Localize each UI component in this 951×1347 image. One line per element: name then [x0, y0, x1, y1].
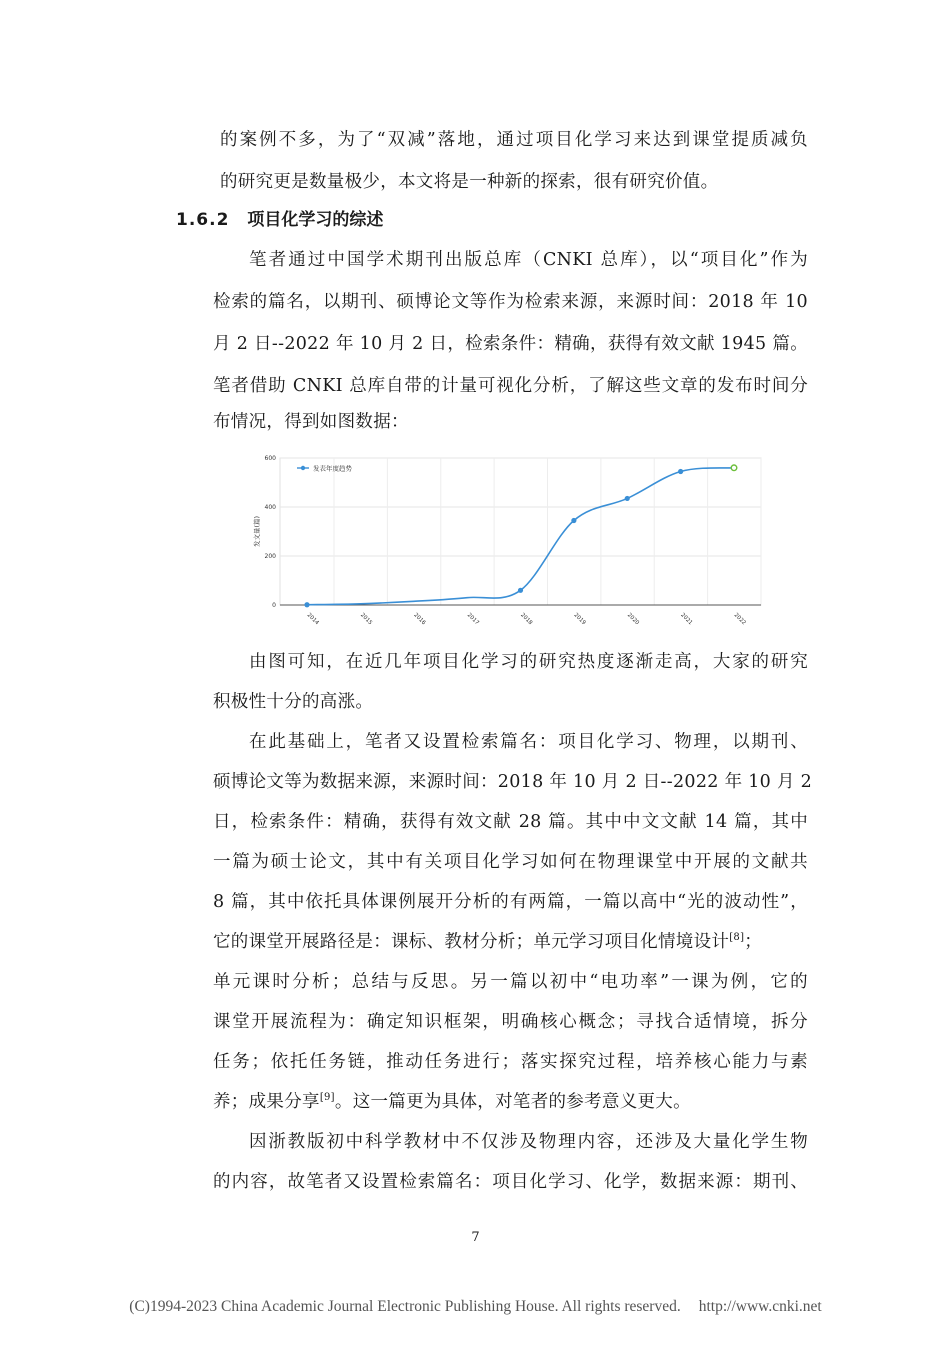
chart-grid [280, 458, 761, 605]
text-line: 8 篇，其中依托具体课例展开分析的有两篇，一篇以高中“光的波动性”， [213, 892, 808, 912]
text-line: 检索的篇名，以期刊、硕博论文等作为检索来源，来源时间：2018 年 10 [213, 292, 808, 312]
publication-trend-chart [245, 445, 775, 630]
data-point [571, 518, 576, 523]
text-line: 笔者通过中国学术期刊出版总库（CNKI 总库），以“项目化”作为 [249, 250, 808, 270]
copyright-text: (C)1994-2023 China Academic Journal Electronic Publishing House. All rights reserved. [129, 1298, 681, 1315]
x-tick-label: 2016 [412, 612, 427, 627]
trend-line [307, 468, 734, 605]
data-point [518, 588, 523, 593]
text-line [213, 1090, 808, 1114]
text-line: 日，检索条件：精确，获得有效文献 28 篇。其中中文文献 14 篇，其中 [213, 812, 808, 832]
y-tick-label: 0 [272, 602, 276, 609]
plot-frame [280, 458, 761, 605]
text-line: 积极性十分的高涨。 [213, 692, 374, 712]
chart-legend [297, 464, 353, 473]
citation: [8] [729, 932, 745, 943]
text-span: 养；成果分享 [213, 1092, 320, 1112]
x-tick-label: 2020 [625, 612, 640, 627]
text-line: 单元课时分析；总结与反思。另一篇以初中“电功率”一课为例，它的 [213, 972, 808, 992]
y-tick-label: 200 [264, 553, 276, 560]
text-line [213, 930, 808, 954]
y-tick-label: 400 [264, 504, 276, 511]
x-tick-label: 2015 [358, 612, 374, 627]
text-line: 因浙教版初中科学教材中不仅涉及物理内容，还涉及大量化学生物 [249, 1132, 808, 1152]
text-span: 它的课堂开展路径是：课标、教材分析；单元学习项目化情境设计 [213, 932, 730, 952]
text-line: 课堂开展流程为：确定知识框架，明确核心概念；寻找合适情境，拆分 [213, 1012, 808, 1032]
y-axis-label: 发文量(篇) [253, 515, 261, 548]
x-tick-label: 2021 [679, 612, 694, 627]
data-point [625, 496, 630, 501]
text-span: ； [744, 932, 763, 952]
text-line: 硕博论文等为数据来源，来源时间：2018 年 10 月 2 日--2022 年 10 月 2 [213, 772, 813, 792]
text-span: 。这一篇更为具体，对笔者的参考意义更大。 [334, 1092, 691, 1112]
text-line: 的研究更是数量极少，本文将是一种新的探索，很有研究价值。 [220, 172, 719, 192]
legend-marker [301, 466, 305, 470]
text-line: 的内容，故笔者又设置检索篇名：项目化学习、化学，数据来源：期刊、 [213, 1172, 808, 1192]
citation: [9] [319, 1092, 335, 1103]
legend-label: 发表年度趋势 [313, 464, 352, 473]
text-line: 布情况，得到如图数据： [213, 412, 409, 432]
section-heading [176, 205, 383, 230]
chart-axes [252, 455, 761, 627]
x-tick-label: 2014 [305, 612, 320, 627]
y-tick-label: 600 [264, 455, 276, 462]
text-line: 一篇为硕士论文，其中有关项目化学习如何在物理课堂中开展的文献共 [213, 852, 808, 872]
footer-url: http://www.cnki.net [698, 1298, 822, 1315]
page-number: 7 [471, 1230, 480, 1245]
data-point [304, 602, 309, 607]
text-line: 笔者借助 CNKI 总库自带的计量可视化分析，了解这些文章的发布时间分 [213, 376, 808, 396]
x-tick-label: 2022 [732, 612, 747, 627]
chart-series [304, 465, 736, 607]
text-line: 任务；依托任务链，推动任务进行；落实探究过程，培养核心能力与素 [213, 1052, 808, 1072]
text-line: 由图可知，在近几年项目化学习的研究热度逐渐走高，大家的研究 [249, 652, 808, 672]
text-line: 在此基础上，笔者又设置检索篇名：项目化学习、物理，以期刊、 [249, 732, 808, 752]
section-number: 1.6.2 [176, 210, 230, 230]
text-line: 的案例不多，为了“双减”落地，通过项目化学习来达到课堂提质减负 [220, 130, 808, 150]
data-point [678, 469, 683, 474]
section-title: 项目化学习的综述 [247, 210, 384, 230]
x-tick-label: 2017 [465, 612, 480, 627]
text-line: 月 2 日--2022 年 10 月 2 日，检索条件：精确，获得有效文献 1945 篇。 [213, 334, 808, 354]
x-tick-label: 2018 [519, 612, 534, 627]
copyright-footer [0, 1298, 951, 1316]
x-tick-label: 2019 [572, 612, 587, 627]
data-point [731, 465, 737, 471]
